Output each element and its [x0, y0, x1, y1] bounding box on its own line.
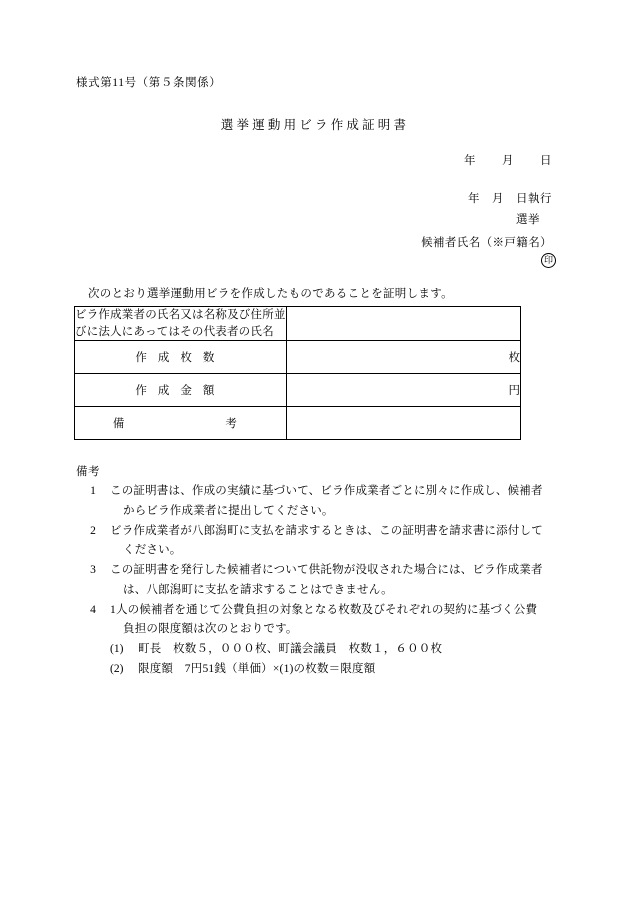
row-value-remarks: [286, 407, 520, 440]
note-line: は、八郎潟町に支払を請求することはできません。: [123, 583, 393, 596]
list-item: [76, 601, 546, 641]
subitem-number: (2): [110, 662, 124, 675]
notes-list: [76, 482, 546, 680]
list-item: [76, 640, 546, 660]
note-number: 1: [90, 485, 96, 497]
note-number: 4: [90, 603, 96, 616]
list-item: [76, 522, 546, 562]
row-label-sheet-count: 作成枚数: [75, 341, 287, 374]
note-body: [110, 601, 546, 641]
seal-icon: 印: [541, 253, 556, 268]
table-row: [75, 374, 521, 407]
note-body: [110, 482, 546, 522]
execution-date-line: 年 月 日執行: [468, 193, 552, 205]
subitem-number: (1): [110, 643, 124, 656]
date-day-label: 日: [540, 155, 552, 167]
note-line: 1人の候補者を通じて公費負担の対象となる枚数及びそれぞれの契約に基づく公費: [110, 603, 538, 616]
row-value-amount: 円: [286, 374, 520, 407]
candidate-name-line: 候補者氏名（※戸籍名）: [421, 237, 552, 249]
page-title: 選挙運動用ビラ作成証明書: [220, 118, 410, 132]
note-number: 3: [90, 564, 96, 577]
list-item: [76, 660, 546, 680]
row-label-printer-info: ビラ作成業者の氏名又は名称及び住所並びに法人にあってはその代表者の氏名: [75, 307, 287, 341]
date-month-label: 月: [502, 155, 514, 167]
note-body: [110, 522, 546, 562]
intro-text: 次のとおり選挙運動用ビラを作成したものであることを証明します。: [88, 288, 453, 300]
note-body: [110, 561, 546, 601]
list-item: [76, 561, 546, 601]
subitem-text: 限度額 7円51銭（単価）×(1)の枚数＝限度額: [138, 662, 376, 675]
date-line: [464, 152, 552, 168]
row-label-remarks: 備 考: [75, 407, 287, 440]
note-number: 2: [90, 524, 96, 537]
notes-heading: 備考: [76, 466, 100, 478]
subitem-text: 町長 枚数５，０００枚、町議会議員 枚数１，６００枚: [138, 643, 443, 656]
row-value-sheet-count: 枚: [286, 341, 520, 374]
note-line: ください。: [123, 544, 182, 557]
note-line: この証明書は、作成の実績に基づいて、ビラ作成業者ごとに別々に作成し、候補者: [110, 485, 543, 497]
certificate-table: [74, 306, 521, 440]
date-year-label: 年: [464, 155, 476, 167]
list-item: [76, 482, 546, 522]
note-line: 負担の限度額は次のとおりです。: [123, 623, 298, 636]
table-row: [75, 341, 521, 374]
note-line: からビラ作成業者に提出してください。: [123, 504, 334, 517]
note-line: この証明書を発行した候補者について供託物が没収された場合には、ビラ作成業者: [110, 564, 543, 577]
note-line: ビラ作成業者が八郎潟町に支払を請求するときは、この証明書を請求書に添付して: [110, 524, 543, 537]
table-row: [75, 307, 521, 341]
row-label-amount: 作成金額: [75, 374, 287, 407]
table-row: [75, 407, 521, 440]
seal-area: [541, 252, 556, 268]
row-value-printer-info: [286, 307, 520, 341]
form-number: 様式第11号（第５条関係）: [76, 77, 222, 89]
election-name-line: 選挙: [516, 214, 540, 226]
